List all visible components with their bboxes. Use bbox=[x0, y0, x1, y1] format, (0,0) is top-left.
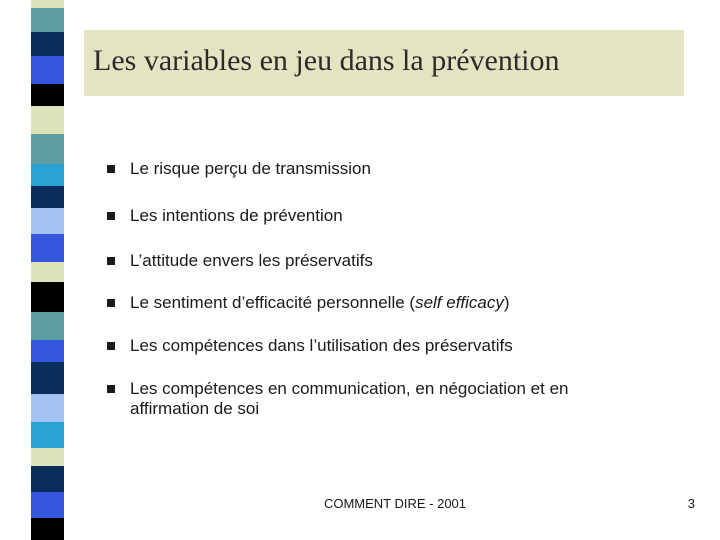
square-bullet-icon bbox=[107, 342, 115, 350]
bullet-text-line: Les compétences en communication, en négociation et en bbox=[130, 379, 569, 398]
square-bullet-icon bbox=[107, 299, 115, 307]
bullet-text: Les compétences dans l’utilisation des préservatifs bbox=[130, 336, 513, 355]
bullet-text-part: ) bbox=[503, 293, 510, 312]
bullet-text: Le risque perçu de transmission bbox=[130, 159, 371, 178]
square-bullet-icon bbox=[107, 385, 115, 393]
bullet-text-part: Le sentiment d’efficacité personnelle ( bbox=[130, 293, 416, 312]
bullet-text: L’attitude envers les préservatifs bbox=[130, 251, 373, 270]
bullet-text bbox=[130, 379, 670, 419]
bullet-text-italic: self efficacy bbox=[415, 293, 504, 312]
bullet-text-line: affirmation de soi bbox=[130, 399, 260, 418]
page-number: 3 bbox=[687, 496, 695, 511]
square-bullet-icon bbox=[107, 165, 115, 173]
bullet-text bbox=[130, 293, 670, 313]
bullet-text: Les intentions de prévention bbox=[130, 206, 343, 225]
square-bullet-icon bbox=[107, 212, 115, 220]
square-bullet-icon bbox=[107, 257, 115, 265]
footer-text: COMMENT DIRE - 2001 bbox=[323, 496, 467, 511]
slide-title: Les variables en jeu dans la prévention bbox=[93, 44, 560, 77]
